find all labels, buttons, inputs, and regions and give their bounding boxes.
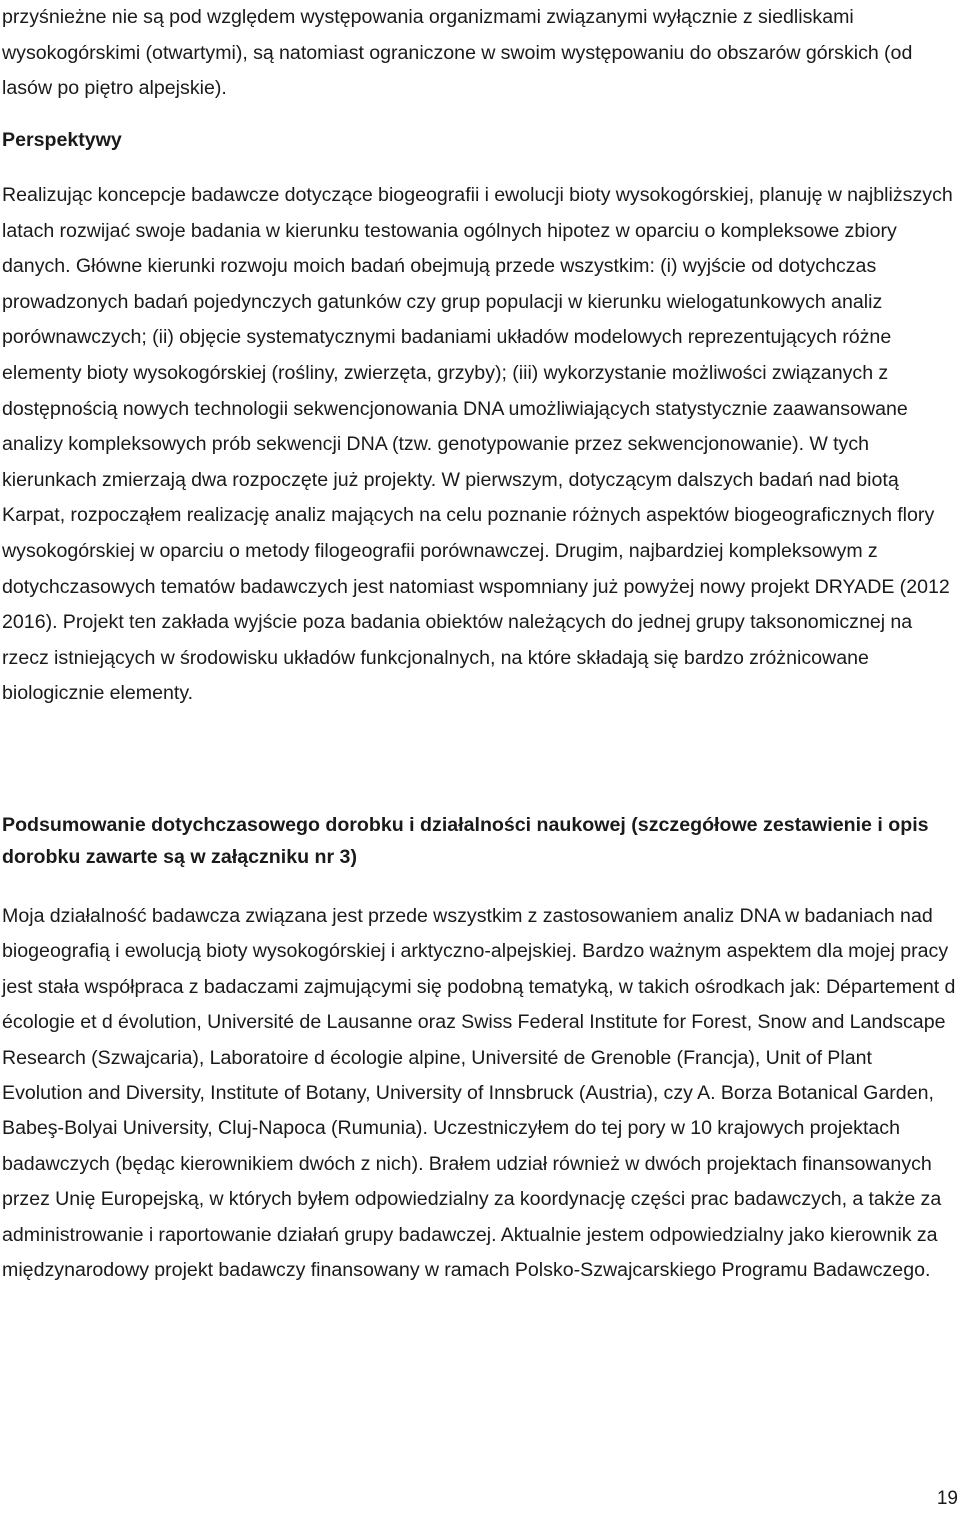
section-heading-podsumowanie: Podsumowanie dotychczasowego dorobku i działalności naukowej (szczegółowe zestawienie i opis dorobku zawarte są w załączniku nr 3) <box>2 814 929 868</box>
intro-paragraph: przyśnieżne nie są pod względem występowania organizmami związanymi wyłącznie z siedliskami wysokogórskimi (otwartymi), są natomiast ograniczone w swoim występowaniu do obszarów górskich (od lasów po piętro alpejskie). <box>2 6 913 100</box>
podsumowanie-paragraph: Moja działalność badawcza związana jest przede wszystkim z zastosowaniem analiz DNA w badaniach nad biogeografią i ewolucją bioty wysokogórskiej i arktyczno-alpejskiej. Bardzo ważnym aspektem dla mojej pracy jest stała współpraca z badaczami zajmującymi się podobną tematyką, w takich ośrodkach jak: Département d écologie et d évolution, Université de Lausanne oraz Swiss Federal Institute for Forest, Snow and Landscape Research (Szwajcaria), Laboratoire d écologie alpine, Université de Grenoble (Francja), Unit of Plant Evolution and Diversity, Institute of Botany, University of Innsbruck (Austria), czy A. Borza Botanical Garden, Babeş-Bolyai University, Cluj-Napoca (Rumunia). Uczestniczyłem do tej pory w 10 krajowych projektach badawczych (będąc kierownikiem dwóch z nich). Brałem udział również w dwóch projektach finansowanych przez Unię Europejską, w których byłem odpowiedzialny za koordynację części prac badawczych, a także za administrowanie i raportowanie działań grupy badawczej. Aktualnie jestem odpowiedzialny jako kierownik za międzynarodowy projekt badawczy finansowany w ramach Polsko-Szwajcarskiego Programu Badawczego. <box>2 905 956 1282</box>
section-heading-perspektywy: Perspektywy <box>2 129 122 151</box>
page-number: 19 <box>936 1488 958 1509</box>
perspektywy-paragraph: Realizując koncepcje badawcze dotyczące biogeografii i ewolucji bioty wysokogórskiej, planuję w najbliższych latach rozwijać swoje badania w kierunku testowania ogólnych hipotez w oparciu o kompleksowe zbiory danych. Główne kierunki rozwoju moich badań obejmują przede wszystkim: (i) wyjście od dotychczas prowadzonych badań pojedynczych gatunków czy grup populacji w kierunku wielogatunkowych analiz porównawczych; (ii) objęcie systematycznymi badaniami układów modelowych reprezentujących różne elementy bioty wysokogórskiej (rośliny, zwierzęta, grzyby); (iii) wykorzystanie możliwości związanych z dostępnością nowych technologii sekwencjonowania DNA umożliwiających statystycznie zaawansowane analizy kompleksowych prób sekwencji DNA (tzw. genotypowanie przez sekwencjonowanie). W tych kierunkach zmierzają dwa rozpoczęte już projekty. W pierwszym, dotyczącym dalszych badań nad biotą Karpat, rozpocząłem realizację analiz mających na celu poznanie różnych aspektów biogeograficznych flory wysokogórskiej w oparciu o metody filogeografii porównawczej. Drugim, najbardziej kompleksowym z dotychczasowych tematów badawczych jest natomiast wspomniany już powyżej nowy projekt DRYADE (2012 2016). Projekt ten zakłada wyjście poza badania obiektów należących do jednej grupy taksonomicznej na rzecz istniejących w środowisku układów funkcjonalnych, na które składają się bardzo zróżnicowane biologicznie elementy. <box>2 184 953 705</box>
